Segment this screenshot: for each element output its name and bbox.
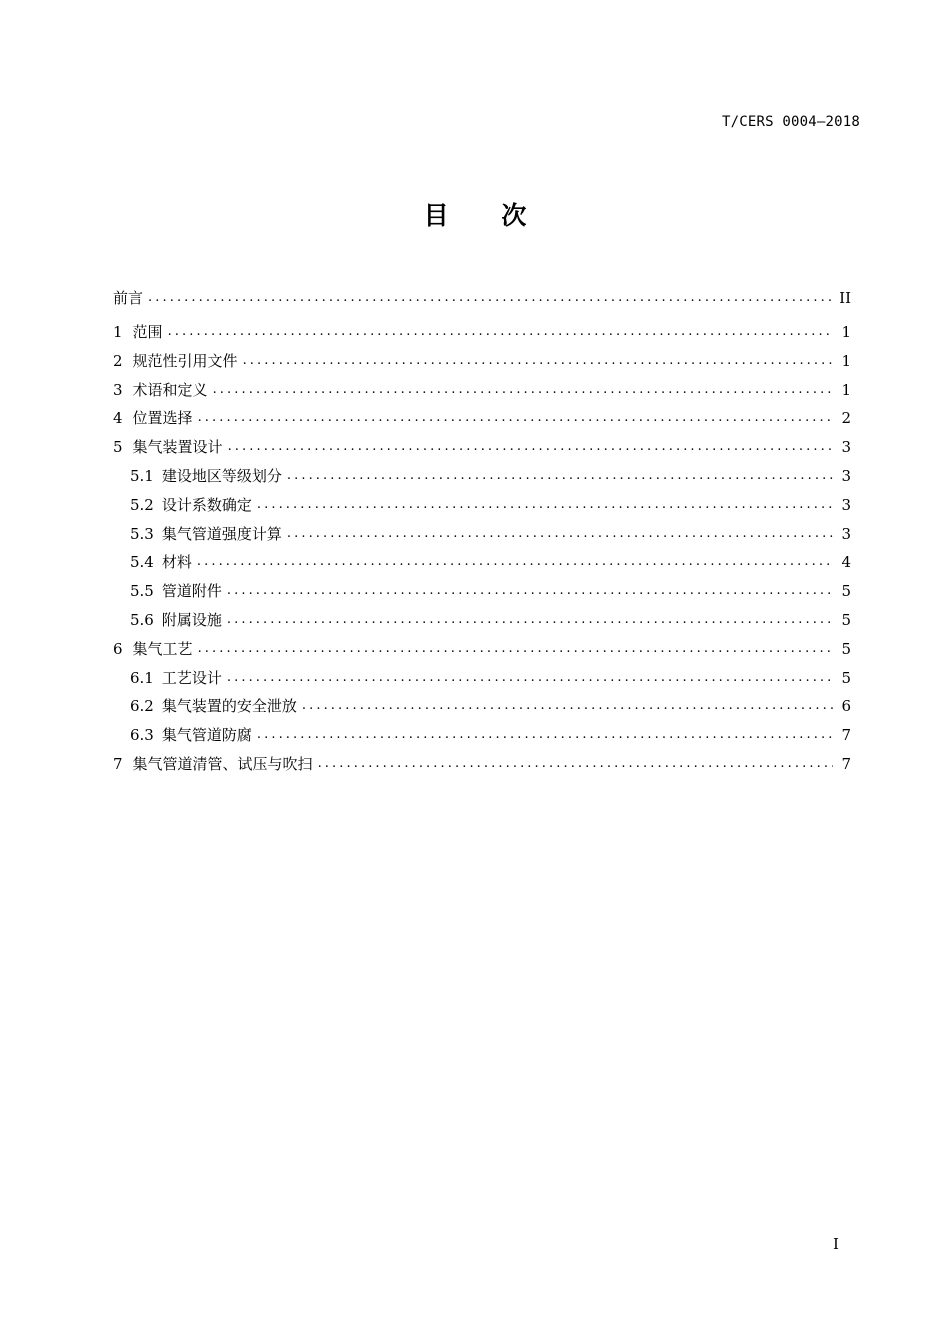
toc-entry-page: 1: [841, 351, 851, 370]
toc-dot-leader: [257, 491, 833, 520]
document-code: T/CERS 0004—2018: [721, 114, 860, 130]
toc-entry[interactable]: [113, 635, 851, 664]
toc-dot-leader: [243, 347, 833, 376]
toc-entry[interactable]: [113, 433, 851, 462]
toc-dot-leader: [287, 520, 833, 549]
toc-entry-page: 6: [841, 697, 851, 716]
toc-dot-leader: [227, 606, 833, 635]
toc-entry[interactable]: [113, 548, 851, 577]
toc-entry[interactable]: [113, 284, 851, 318]
toc-dot-leader: [227, 664, 833, 693]
toc-entry-label: 前言: [113, 289, 144, 307]
toc-entry-number: 1: [113, 323, 123, 341]
toc-entry[interactable]: [113, 577, 851, 606]
toc-entry-page: 7: [841, 754, 851, 773]
toc-entry-page: 5: [841, 668, 851, 687]
toc-entry-page: 5: [841, 639, 851, 658]
toc-entry-label: 集气管道强度计算: [161, 524, 282, 543]
toc-entry-page: 3: [841, 495, 851, 514]
toc-entry[interactable]: [113, 520, 851, 549]
toc-entry-label: 集气管道清管、试压与吹扫: [132, 754, 313, 773]
toc-entry[interactable]: [113, 376, 851, 405]
toc-entry-label: 管道附件: [161, 582, 222, 601]
toc-entry[interactable]: [113, 318, 851, 347]
toc-entry-number: 6: [113, 639, 123, 658]
toc-entry-number: 4: [113, 409, 123, 428]
toc-dot-leader: [302, 692, 833, 721]
toc-entry-number: 5.2: [130, 495, 154, 514]
toc-entry-number: 6.3: [130, 726, 154, 745]
toc-entry-label: 术语和定义: [132, 380, 208, 399]
toc-dot-leader: [148, 284, 833, 312]
toc-entry-page: 5: [841, 582, 851, 601]
toc-title: 目 次: [423, 201, 549, 230]
toc-dot-leader: [318, 750, 833, 779]
toc-entry-number: 5.4: [130, 553, 154, 572]
toc-entry-page: 7: [841, 726, 851, 745]
toc-entry-number: 5.1: [130, 466, 154, 485]
toc-entry-page: 4: [841, 553, 851, 572]
toc-entry[interactable]: [113, 750, 851, 779]
toc-entry-label: 位置选择: [132, 409, 193, 428]
toc-entry-label: 集气工艺: [132, 639, 193, 658]
toc-entry-page: II: [839, 289, 851, 307]
toc-dot-leader: [228, 433, 833, 462]
toc-entry[interactable]: [113, 462, 851, 491]
toc-entry[interactable]: [113, 692, 851, 721]
toc-entry[interactable]: [113, 404, 851, 433]
toc-entry-label: 规范性引用文件: [132, 351, 238, 370]
toc-entry-number: 5.5: [130, 582, 154, 601]
toc-dot-leader: [227, 577, 833, 606]
toc-entry-number: 5.3: [130, 524, 154, 543]
toc-entry-number: 6.1: [130, 668, 154, 687]
toc-entry-page: 3: [841, 466, 851, 485]
toc-entry-page: 1: [841, 323, 851, 341]
table-of-contents: [113, 284, 851, 779]
toc-entry[interactable]: [113, 491, 851, 520]
toc-dot-leader: [213, 376, 833, 405]
toc-dot-leader: [198, 635, 833, 664]
toc-entry-label: 集气装置的安全泄放: [161, 697, 297, 716]
toc-entry[interactable]: [113, 606, 851, 635]
toc-entry-label: 设计系数确定: [161, 495, 252, 514]
toc-entry-number: 2: [113, 351, 123, 370]
toc-entry-page: 2: [841, 409, 851, 428]
toc-entry-label: 集气装置设计: [132, 438, 223, 457]
toc-entry[interactable]: [113, 664, 851, 693]
toc-entry-label: 集气管道防腐: [161, 726, 252, 745]
toc-entry-label: 附属设施: [161, 610, 222, 629]
toc-entry-page: 3: [841, 438, 851, 457]
toc-entry-page: 5: [841, 610, 851, 629]
toc-dot-leader: [257, 721, 833, 750]
toc-entry-number: 6.2: [130, 697, 154, 716]
toc-entry-number: 7: [113, 754, 123, 773]
toc-entry-label: 范围: [132, 323, 163, 341]
toc-entry-page: 1: [841, 380, 851, 399]
toc-entry-label: 工艺设计: [161, 668, 222, 687]
toc-entry-number: 3: [113, 380, 123, 399]
toc-entry-page: 3: [841, 524, 851, 543]
toc-entry-number: 5: [113, 438, 123, 457]
toc-entry[interactable]: [113, 721, 851, 750]
toc-entry-label: 材料: [161, 553, 192, 572]
toc-entry-label: 建设地区等级划分: [161, 466, 282, 485]
toc-dot-leader: [198, 404, 833, 433]
toc-dot-leader: [287, 462, 833, 491]
toc-entry[interactable]: [113, 347, 851, 376]
toc-dot-leader: [197, 548, 833, 577]
page-number: I: [833, 1235, 839, 1253]
toc-dot-leader: [168, 318, 833, 347]
toc-entry-number: 5.6: [130, 610, 154, 629]
